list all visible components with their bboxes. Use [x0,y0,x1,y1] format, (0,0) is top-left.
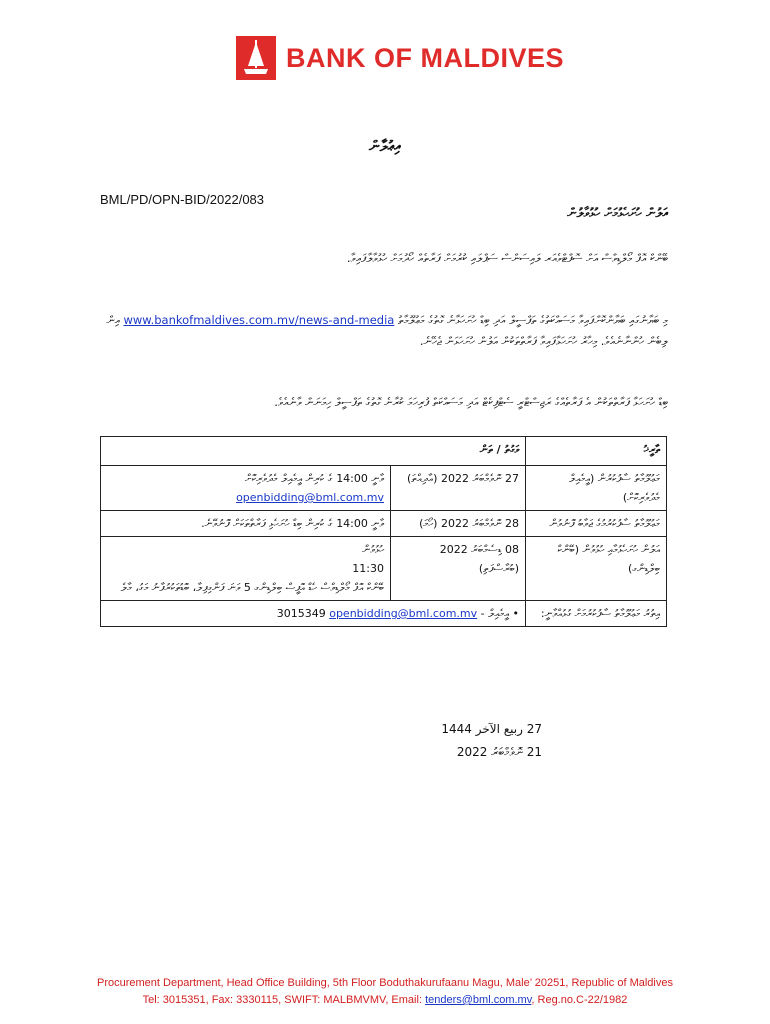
row-date: 27 ނޮވެމްބަރު 2022 (އާދިއްތަ) [391,466,526,511]
paragraph-2 [100,310,668,352]
hijri-date: 27 ربيع الآخر 1444 [441,722,542,736]
paragraph-2-text-a: މި ބަޔާނުގައި ބަޔާންކޮށްފައިވާ މަސައްކަތުގެ ތަފްސީލް އަދި ބިޑް ހުށަހަޅާނެ ގޮތުގެ މަޢުލޫމާތު [397,313,668,327]
tenders-email-link[interactable]: tenders@bml.com.mv [425,994,532,1006]
table-header-date: ތާރީޚު [526,437,667,466]
footer-contact [0,992,770,1009]
footer-contact-text: Tel: 3015351, Fax: 3330115, SWIFT: MALBMVMV, Email: [142,994,426,1006]
paragraph-1: ބޭންކް އޮފް މޯލްޑިވްސް އަށް ސޮފްޓްވެއަރ ލައިސަންސް ސަޕްލައި ކުރުމަށް ފަރާތެއް ހޯދުމަށް ހުޅުވާލާފައިވާ. [346,251,668,265]
paragraph-3: ބިޑް ހުށަހަޅާ ފަރާތްތަކުން އެ ފަރާތެއްގެ ރަޖިސްޓްރީ ސެޓްފިކެޓް އަދި މަސައްކަތް ފުރިހަމަ ކުރާނެ ގޮތުގެ ތަފްސީލް ހިމަނަން ވާނެއެވެ. [274,395,668,409]
gregorian-date: 21 ނޮވެމްބަރު 2022 [456,745,542,759]
footer-address: Procurement Department, Head Office Building, 5th Floor Boduthakurufaanu Magu, Male’ 20251, Republic of Maldives [97,977,673,989]
news-media-link[interactable]: www.bankofmaldives.com.mv/news-and-media [123,313,395,327]
reference-number: BML/PD/OPN-BID/2022/083 [100,192,265,207]
table-row [101,537,667,601]
row-time-label: ހުޅުވުން [362,543,384,556]
schedule-table [100,436,667,627]
table-row [101,601,667,627]
page-footer [0,975,770,1009]
contact-email-prefix: • އީމެއިލް - [480,607,519,620]
row-detail-text: ބޭންކް އޮފް މޯލްޑިވްސް ހެޑް އޮފީސް ބިލްޑިންގ 5 ވަނަ ފަންގިފިލާ، ބޮޑުތަކުރުފާނު މަގު، މާލެ [120,581,384,594]
row-detail: ވާނީ 14:00 ގެ ކުރިން ބިޑް ހުށަހެޅި ފަރާތްތަކަށް ފޮނުވޭނެ. [101,511,391,537]
row-detail [101,466,391,511]
issue-dates [441,718,542,764]
row-label: އިތުރު މަޢުލޫމާތު ސާފުކުރުމަށް ގުޅުއްވާނީ: [526,601,667,627]
contact-email-link[interactable]: openbidding@bml.com.mv [329,607,478,620]
row-label: އަލުން ހުށަހެޅުމާއި ހުޅުވުން (ބޭންކް ބިލްޑިންގ) [526,537,667,601]
table-row [101,466,667,511]
row-date: 28 ނޮވެމްބަރު 2022 (ހޯމަ) [391,511,526,537]
table-header-row [101,437,667,466]
bank-logo [236,36,564,80]
row-time: 11:30 [352,562,384,575]
subject-heading: އަލުން ހުށަހެޅުމަށް ހުޅުވާލުން [567,206,668,221]
contact-phone: 3015349 [276,607,326,620]
paragraph-2-text-b: އިން ލިބެން ހުންނާނެއެވެ. މިހާރު ހުށަހަޅާފައިވާ ފަރާތްތަކުން އަލުން ހުށަހަޅަން ޖެހޭނެ. [106,313,668,348]
table-row [101,511,667,537]
row-contact [101,601,526,627]
footer-reg-text: , Reg.no.C-22/1982 [531,994,628,1006]
logo-mark-icon [236,36,276,80]
row-detail [101,537,391,601]
row-date-text: 08 ޑިސެމްބަރު 2022 (ބުރާސްފަތި) [439,543,519,575]
openbidding-email-link[interactable]: openbidding@bml.com.mv [236,491,384,504]
logo-text: BANK OF MALDIVES [286,42,564,73]
row-date [391,537,526,601]
page-title: އިޢުލާން [368,137,402,155]
row-label: މަޢުލޫމާތު ސާފުކުރުމުގެ ޖަވާބު ފޮނުވުން [526,511,667,537]
row-label: މަޢުލޫމާތު ސާފުކުރުން (އީމެއިލް މެދުވެރިކޮށް) [526,466,667,511]
row-detail-text: ވާނީ 14:00 ގެ ކުރިން އީމެއިލް މެދުވެރިކޮށް [244,472,384,485]
table-header-time-place: ވަގުތު / ތަން [101,437,526,466]
